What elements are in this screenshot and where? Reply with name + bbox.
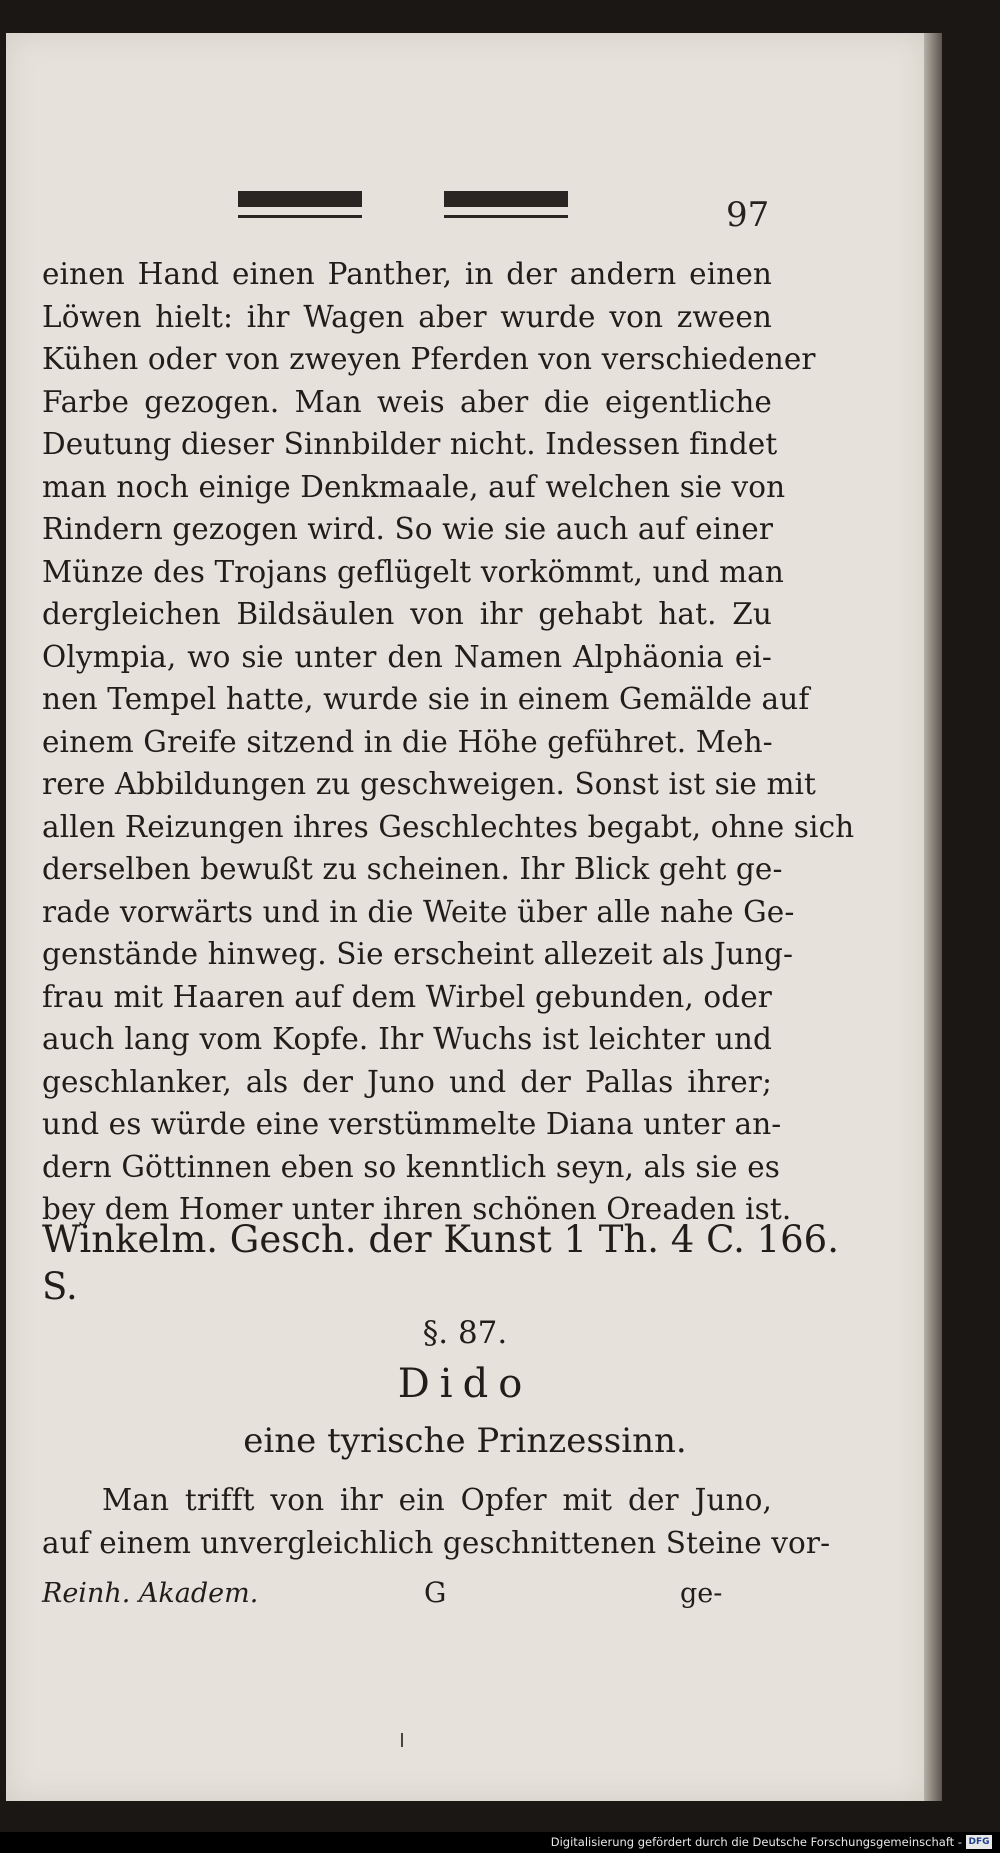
text-line: geschlanker, als der Juno und der Pallas ihrer; (42, 1064, 772, 1099)
footer-source: Reinh. Akadem. (42, 1578, 259, 1609)
text-line: Löwen hielt: ihr Wagen aber wurde von zween (42, 299, 772, 334)
section-title: Dido (397, 1361, 533, 1407)
text-line: Man trifft von ihr ein Opfer mit der Juno, (102, 1483, 772, 1517)
text-line: man noch einige Denkmaale, auf welchen sie von (42, 469, 786, 504)
digitization-credit: Digitalisierung gefördert durch die Deutsche Forschungsgemeinschaft - (550, 1835, 962, 1849)
text-line: bey dem Homer unter ihren schönen Oreaden ist. (42, 1192, 792, 1226)
text-line: frau mit Haaren auf dem Wirbel gebunden, oder (42, 979, 772, 1014)
text-line: Rindern gezogen wird. So wie sie auch auf einer (42, 512, 774, 546)
paper-mark (401, 1733, 403, 1747)
text-line: nen Tempel hatte, wurde sie in einem Gemälde auf (42, 682, 810, 716)
dfg-logo: DFG (966, 1835, 992, 1849)
text-line: Deutung dieser Sinnbilder nicht. Indessen findet (42, 427, 778, 461)
text-line: Münze des Trojans geflügelt vorkömmt, und man (42, 554, 784, 589)
text-line: Kühen oder von zweyen Pferden von verschiedener (42, 342, 816, 376)
header-ornament-right (444, 191, 568, 207)
text-line: einem Greife sitzend in die Höhe geführet. Meh- (42, 724, 773, 759)
text-line: und es würde eine verstümmelte Diana unter an- (42, 1107, 782, 1141)
text-line: auch lang vom Kopfe. Ihr Wuchs ist leichter und (42, 1022, 772, 1056)
book-page (6, 33, 924, 1801)
footer-signature-mark: G (424, 1576, 447, 1609)
text-line: rade vorwärts und in die Weite über alle nahe Ge- (42, 894, 795, 929)
literature-reference-tail: S. (42, 1265, 78, 1308)
text-line: auf einem unvergleichlich geschnittenen Steine vor- (42, 1525, 831, 1560)
literature-reference: Winkelm. Gesch. der Kunst 1 Th. 4 C. 166. (42, 1218, 839, 1261)
text-line: dern Göttinnen eben so kenntlich seyn, als sie es (42, 1149, 780, 1184)
section-number: §. 87. (422, 1315, 508, 1351)
text-line: derselben bewußt zu scheinen. Ihr Blick geht ge- (42, 852, 783, 886)
text-line: rere Abbildungen zu geschweigen. Sonst ist sie mit (42, 767, 817, 801)
header-ornament-left (238, 191, 362, 207)
text-line: Farbe gezogen. Man weis aber die eigentliche (42, 384, 772, 419)
section-body (42, 1479, 831, 1564)
footer-catchword: ge- (680, 1578, 723, 1609)
text-line: einen Hand einen Panther, in der andern einen (42, 257, 772, 291)
text-line: allen Reizungen ihres Geschlechtes begabt, ohne sich (42, 809, 855, 844)
text-line: genstände hinweg. Sie erscheint allezeit als Jung- (42, 937, 794, 971)
text-line: Olympia, wo sie unter den Namen Alphäonia ei- (42, 639, 772, 674)
text-line: dergleichen Bildsäulen von ihr gehabt hat. Zu (42, 597, 772, 631)
section-subtitle: eine tyrische Prinzessinn. (243, 1421, 687, 1461)
body-text (42, 253, 855, 1231)
page-number: 97 (726, 195, 770, 235)
page-edge-shadow (924, 33, 942, 1801)
